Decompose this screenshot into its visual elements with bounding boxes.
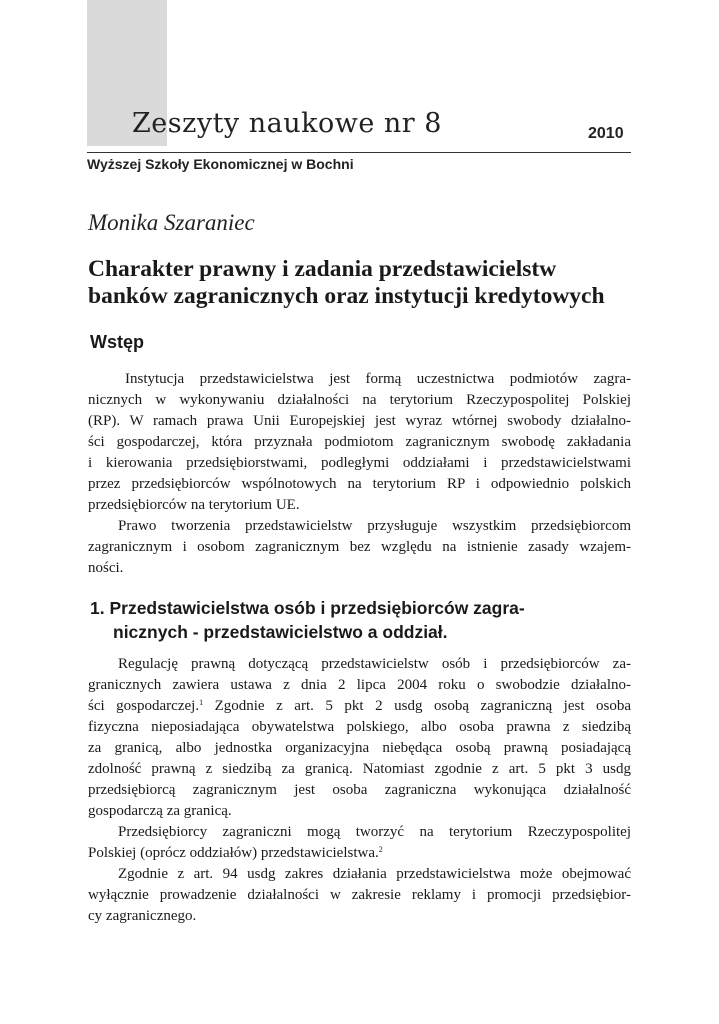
article-title-line: Charakter prawny i zadania przedstawicielstw	[88, 256, 557, 282]
body-line: przez przedsiębiorców wspólnotowych na terytorium RP i odpowiednio polskich	[88, 476, 631, 492]
body-line: i kierowania przedsiębiorstwami, podległymi oddziałami i przedstawicielstwami	[88, 455, 631, 471]
footnote-ref: 2	[378, 845, 383, 854]
article-author: Monika Szaraniec	[88, 210, 255, 235]
body-line: zdolność prawną z siedzibą za granicą. Natomiast zgodnie z art. 5 pkt 3 usdg	[88, 761, 631, 777]
section-heading-intro: Wstęp	[90, 332, 144, 352]
body-text: ści gospodarczej.	[88, 698, 200, 714]
header-rule	[87, 152, 631, 153]
section-1-body	[88, 654, 631, 927]
journal-title: Zeszyty naukowe nr 8	[132, 108, 442, 139]
journal-subtitle: Wyższej Szkoły Ekonomicznej w Bochni	[87, 156, 354, 172]
body-line: przedsiębiorcą zagranicznym jest osoba zagraniczna wykonująca działalność	[88, 782, 631, 798]
section-heading-1	[90, 596, 525, 644]
body-line: fizyczna nieposiadająca obywatelstwa polskiego, albo osoba prawna z siedzibą	[88, 719, 631, 735]
body-line: ści gospodarczej, która przyznała podmiotom zagranicznym swobodę zakładania	[88, 434, 631, 450]
section-heading-line: 1. Przedstawicielstwa osób i przedsiębiorców zagra-	[90, 598, 525, 618]
body-line: ności.	[88, 560, 124, 576]
body-line	[88, 843, 631, 864]
body-line: Zgodnie z art. 94 usdg zakres działania przedstawicielstwa może obejmować	[118, 866, 631, 882]
body-line: (RP). W ramach prawa Unii Europejskiej jest wyraz wtórnej swobody działalno-	[88, 413, 631, 429]
body-line: granicznych zawiera ustawa z dnia 2 lipca 2004 roku o swobodzie działalno-	[88, 677, 631, 693]
body-line: Prawo tworzenia przedstawicielstw przysługuje wszystkim przedsiębiorcom	[118, 518, 631, 534]
body-line: cy zagranicznego.	[88, 908, 197, 924]
body-line: Przedsiębiorcy zagraniczni mogą tworzyć na terytorium Rzeczypospolitej	[118, 824, 631, 840]
section-heading-line: nicznych - przedstawicielstwo a oddział.	[113, 622, 448, 642]
body-line: za granicą, albo jednostka organizacyjna niebędąca osobą prawną posiadającą	[88, 740, 631, 756]
body-line: Regulację prawną dotyczącą przedstawicielstw osób i przedsiębiorców za-	[118, 656, 631, 672]
intro-body	[88, 369, 631, 579]
body-line: wyłącznie prowadzenie działalności w zakresie reklamy i promocji przedsiębior-	[88, 887, 631, 903]
article-title	[88, 256, 648, 310]
footnote-ref: 1	[199, 698, 204, 707]
body-line: zagranicznym i osobom zagranicznym bez względu na istnienie zasady wzajem-	[88, 539, 631, 555]
body-line: Instytucja przedstawicielstwa jest formą uczestnictwa podmiotów zagra-	[125, 371, 631, 387]
body-line	[88, 696, 631, 717]
body-text: Polskiej (oprócz oddziałów) przedstawicielstwa.	[88, 845, 379, 861]
body-line: przedsiębiorców na terytorium UE.	[88, 497, 300, 513]
body-line: nicznych w wykonywaniu działalności na terytorium Rzeczypospolitej Polskiej	[88, 392, 631, 408]
article-title-line: banków zagranicznych oraz instytucji kredytowych	[88, 283, 605, 309]
body-text: Zgodnie z art. 5 pkt 2 usdg osobą zagraniczną jest osoba	[203, 698, 632, 714]
journal-year: 2010	[588, 125, 624, 142]
body-line: gospodarczą za granicą.	[88, 803, 232, 819]
